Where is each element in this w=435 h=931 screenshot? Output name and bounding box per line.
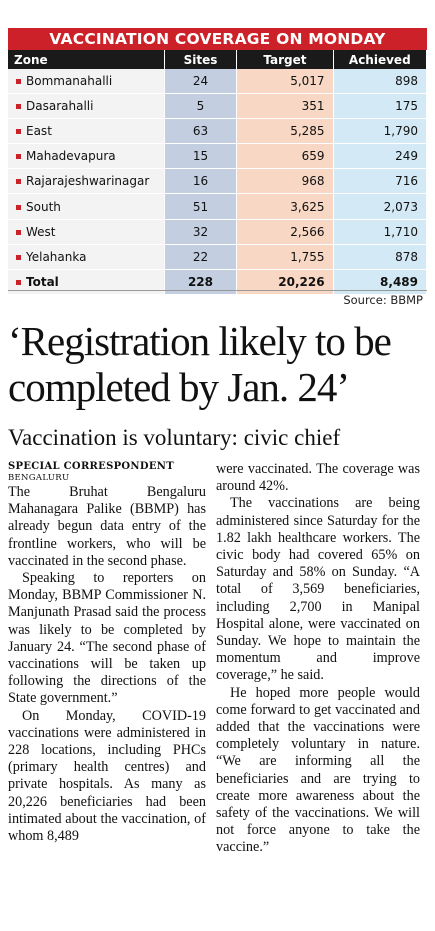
paragraph: were vaccinated. The coverage was around 42%.	[216, 461, 420, 495]
table-row	[8, 69, 427, 94]
header-zone: Zone	[8, 50, 164, 69]
zone-name: Total	[26, 274, 59, 289]
zone-name: Mahadevapura	[26, 149, 116, 164]
target-cell: 20,226	[237, 269, 333, 294]
achieved-cell: 1,710	[333, 219, 426, 244]
table-row	[8, 94, 427, 119]
source-credit: Source: BBMP	[343, 293, 423, 307]
achieved-cell: 716	[333, 169, 426, 194]
target-cell: 2,566	[237, 219, 333, 244]
zone-name: Dasarahalli	[26, 99, 94, 114]
table-row	[8, 219, 427, 244]
target-cell: 5,285	[237, 119, 333, 144]
paragraph: The vaccinations are being administered since Saturday for the 1.82 lakh healthcare workers. The civic body had covered 65% on Saturday and 58% on Sunday. “A total of 3,569 beneficiaries, including 2,700 in Manipal Hospital alone, were vaccinated on Sunday. We hope to maintain the momentum and improve coverage,” he said.	[216, 495, 420, 684]
target-cell: 5,017	[237, 69, 333, 94]
bullet-icon	[16, 205, 21, 210]
byline: SPECIAL CORRESPONDENT	[8, 461, 174, 472]
vaccination-table	[8, 50, 427, 295]
bullet-icon	[16, 104, 21, 109]
bullet-icon	[16, 154, 21, 159]
table-row	[8, 169, 427, 194]
zone-name: West	[26, 224, 56, 239]
bullet-icon	[16, 179, 21, 184]
article-column-right	[216, 461, 420, 857]
header-target: Target	[237, 50, 333, 69]
sites-cell: 15	[164, 144, 237, 169]
header-sites: Sites	[164, 50, 237, 69]
achieved-cell: 8,489	[333, 269, 426, 294]
table-row	[8, 194, 427, 219]
bullet-icon	[16, 230, 21, 235]
bullet-icon	[16, 255, 21, 260]
header-achieved: Achieved	[333, 50, 426, 69]
dateline: BENGALURU	[8, 473, 70, 483]
sites-cell: 228	[164, 269, 237, 294]
paragraph: He hoped more people would come forward to get vaccinated and added that the vaccinations were completely voluntary in nature. “We are informing all the beneficiaries and are trying to create more awareness about the safety of the vaccinations. We will not force anyone to take the vaccine.”	[216, 684, 420, 856]
paragraph: The Bruhat Bengaluru Mahanagara Palike (BBMP) has already begun data entry of the frontline workers, who will be vaccinated in the second phase.	[8, 484, 206, 569]
achieved-cell: 878	[333, 244, 426, 269]
zone-name: East	[26, 124, 52, 139]
sites-cell: 51	[164, 194, 237, 219]
subheadline: Vaccination is voluntary: civic chief	[8, 425, 341, 450]
target-cell: 968	[237, 169, 333, 194]
target-cell: 659	[237, 144, 333, 169]
headline: ‘Registration likely to be completed by Jan. 24’	[8, 318, 391, 410]
bullet-icon	[16, 280, 21, 285]
achieved-cell: 2,073	[333, 194, 426, 219]
sites-cell: 5	[164, 94, 237, 119]
zone-name: Yelahanka	[26, 249, 87, 264]
zone-name: Bommanahalli	[26, 74, 113, 89]
sites-cell: 32	[164, 219, 237, 244]
paragraph: Speaking to reporters on Monday, BBMP Commissioner N. Manjunath Prasad said the process was likely to be completed by January 24. “The second phase of vaccinations will be taken up following the directions of the State government.”	[8, 570, 206, 707]
achieved-cell: 898	[333, 69, 426, 94]
divider	[8, 290, 427, 291]
target-cell: 3,625	[237, 194, 333, 219]
achieved-cell: 175	[333, 94, 426, 119]
target-cell: 351	[237, 94, 333, 119]
bullet-icon	[16, 79, 21, 84]
achieved-cell: 249	[333, 144, 426, 169]
paragraph: On Monday, COVID-19 vaccinations were administered in 228 locations, including PHCs (primary health centres) and private hospitals. As many as 20,226 beneficiaries had been intimated about the vaccination, of whom 8,489	[8, 707, 206, 845]
sites-cell: 22	[164, 244, 237, 269]
table-title: VACCINATION COVERAGE ON MONDAY	[8, 28, 427, 50]
sites-cell: 16	[164, 169, 237, 194]
sites-cell: 24	[164, 69, 237, 94]
article-column-left	[8, 461, 206, 845]
target-cell: 1,755	[237, 244, 333, 269]
table-row	[8, 244, 427, 269]
sites-cell: 63	[164, 119, 237, 144]
vaccination-table-graphic	[8, 28, 427, 295]
achieved-cell: 1,790	[333, 119, 426, 144]
table-row	[8, 144, 427, 169]
zone-name: South	[26, 199, 61, 214]
bullet-icon	[16, 129, 21, 134]
table-row	[8, 119, 427, 144]
table-header-row	[8, 50, 427, 69]
zone-name: Rajarajeshwarinagar	[26, 174, 150, 189]
